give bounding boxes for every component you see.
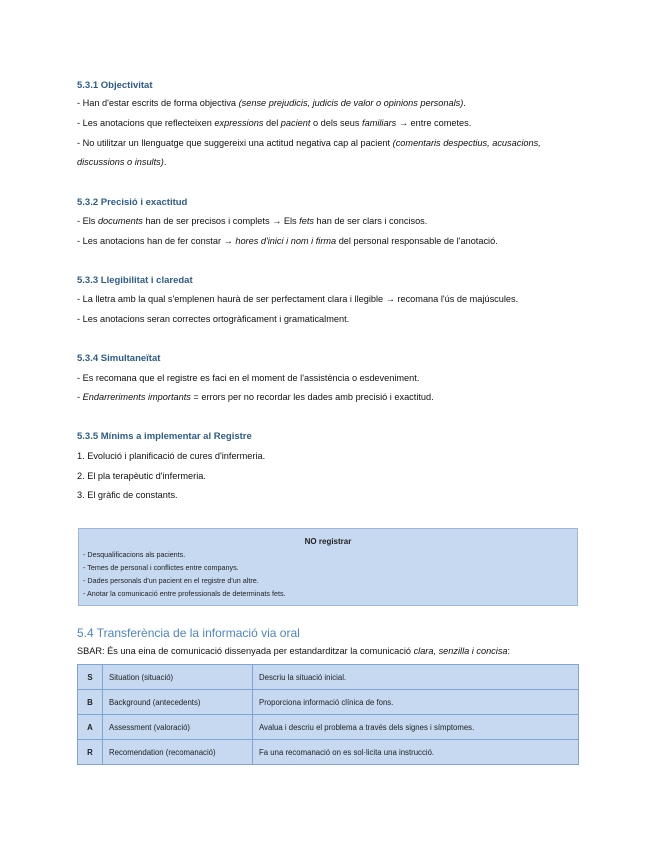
text-line: - Les anotacions han de fer constar → hores d'inici i nom i firma del personal responsable de l'anotació.: [77, 236, 498, 246]
sbar-desc: Proporciona informació clínica de fons.: [253, 690, 579, 715]
sbar-letter: S: [78, 665, 103, 690]
sbar-name: Situation (situació): [103, 665, 253, 690]
text-line: - Endarreriments importants = errors per no recordar les dades amb precisió i exactitud.: [77, 392, 434, 402]
table-row: [78, 665, 579, 690]
heading-minims: 5.3.5 Mínims a implementar al Registre: [77, 431, 252, 442]
sbar-letter: A: [78, 715, 103, 740]
text-line: - Les anotacions que reflecteixen expressions del pacient o dels seus familiars → entre cometes.: [77, 118, 472, 128]
table-row: [78, 690, 579, 715]
text-line: - La lletra amb la qual s'emplenen haurà de ser perfectament clara i llegible → recomana l'ús de majúscules.: [77, 294, 519, 304]
box-item: - Temes de personal i conflictes entre companys.: [83, 563, 239, 572]
heading-precisio: 5.3.2 Precisió i exactitud: [77, 197, 188, 208]
list-item: 3. El gràfic de constants.: [77, 490, 178, 500]
sbar-desc: Fa una recomanació on es sol·licita una instrucció.: [253, 740, 579, 765]
text-line: - Els documents han de ser precisos i complets → Els fets han de ser clars i concisos.: [77, 216, 428, 226]
sbar-name: Background (antecedents): [103, 690, 253, 715]
box-item: - Anotar la comunicació entre professionals de determinats fets.: [83, 589, 286, 598]
heading-simultaneitat: 5.3.4 Simultaneïtat: [77, 353, 161, 364]
sbar-name: Recomendation (recomanació): [103, 740, 253, 765]
heading-transferencia: 5.4 Transferència de la informació via oral: [77, 626, 300, 640]
list-item: 1. Evolució i planificació de cures d'infermeria.: [77, 451, 266, 461]
sbar-name: Assessment (valoració): [103, 715, 253, 740]
list-item: 2. El pla terapèutic d'infermeria.: [77, 471, 206, 481]
text-line: - Les anotacions seran correctes ortogràficament i gramaticalment.: [77, 314, 350, 324]
box-title: NO registrar: [304, 537, 352, 546]
sbar-desc: Descriu la situació inicial.: [253, 665, 579, 690]
box-item: - Dades personals d'un pacient en el registre d'un altre.: [83, 576, 259, 585]
table-row: [78, 740, 579, 765]
text-line: discussions o insults).: [77, 157, 167, 167]
sbar-letter: B: [78, 690, 103, 715]
heading-objectivitat: 5.3.1 Objectivitat: [77, 80, 153, 91]
sbar-intro: SBAR: És una eina de comunicació dissenyada per estandarditzar la comunicació clara, senzilla i concisa:: [77, 646, 511, 656]
text-line: - Es recomana que el registre es faci en el moment de l'assistència o esdeveniment.: [77, 373, 420, 383]
heading-llegibilitat: 5.3.3 Llegibilitat i claredat: [77, 275, 193, 286]
text-line: - No utilitzar un llenguatge que suggereixi una actitud negativa cap al pacient (comentaris despectius, acusacions,: [77, 138, 541, 148]
text-line: - Han d'estar escrits de forma objectiva (sense prejudicis, judicis de valor o opinions personals).: [77, 98, 466, 108]
no-registrar-box: [78, 528, 578, 606]
sbar-letter: R: [78, 740, 103, 765]
table-row: [78, 715, 579, 740]
box-item: - Desqualificacions als pacients.: [83, 550, 186, 559]
sbar-desc: Avalua i descriu el problema a través dels signes i símptomes.: [253, 715, 579, 740]
sbar-table: [77, 664, 579, 765]
